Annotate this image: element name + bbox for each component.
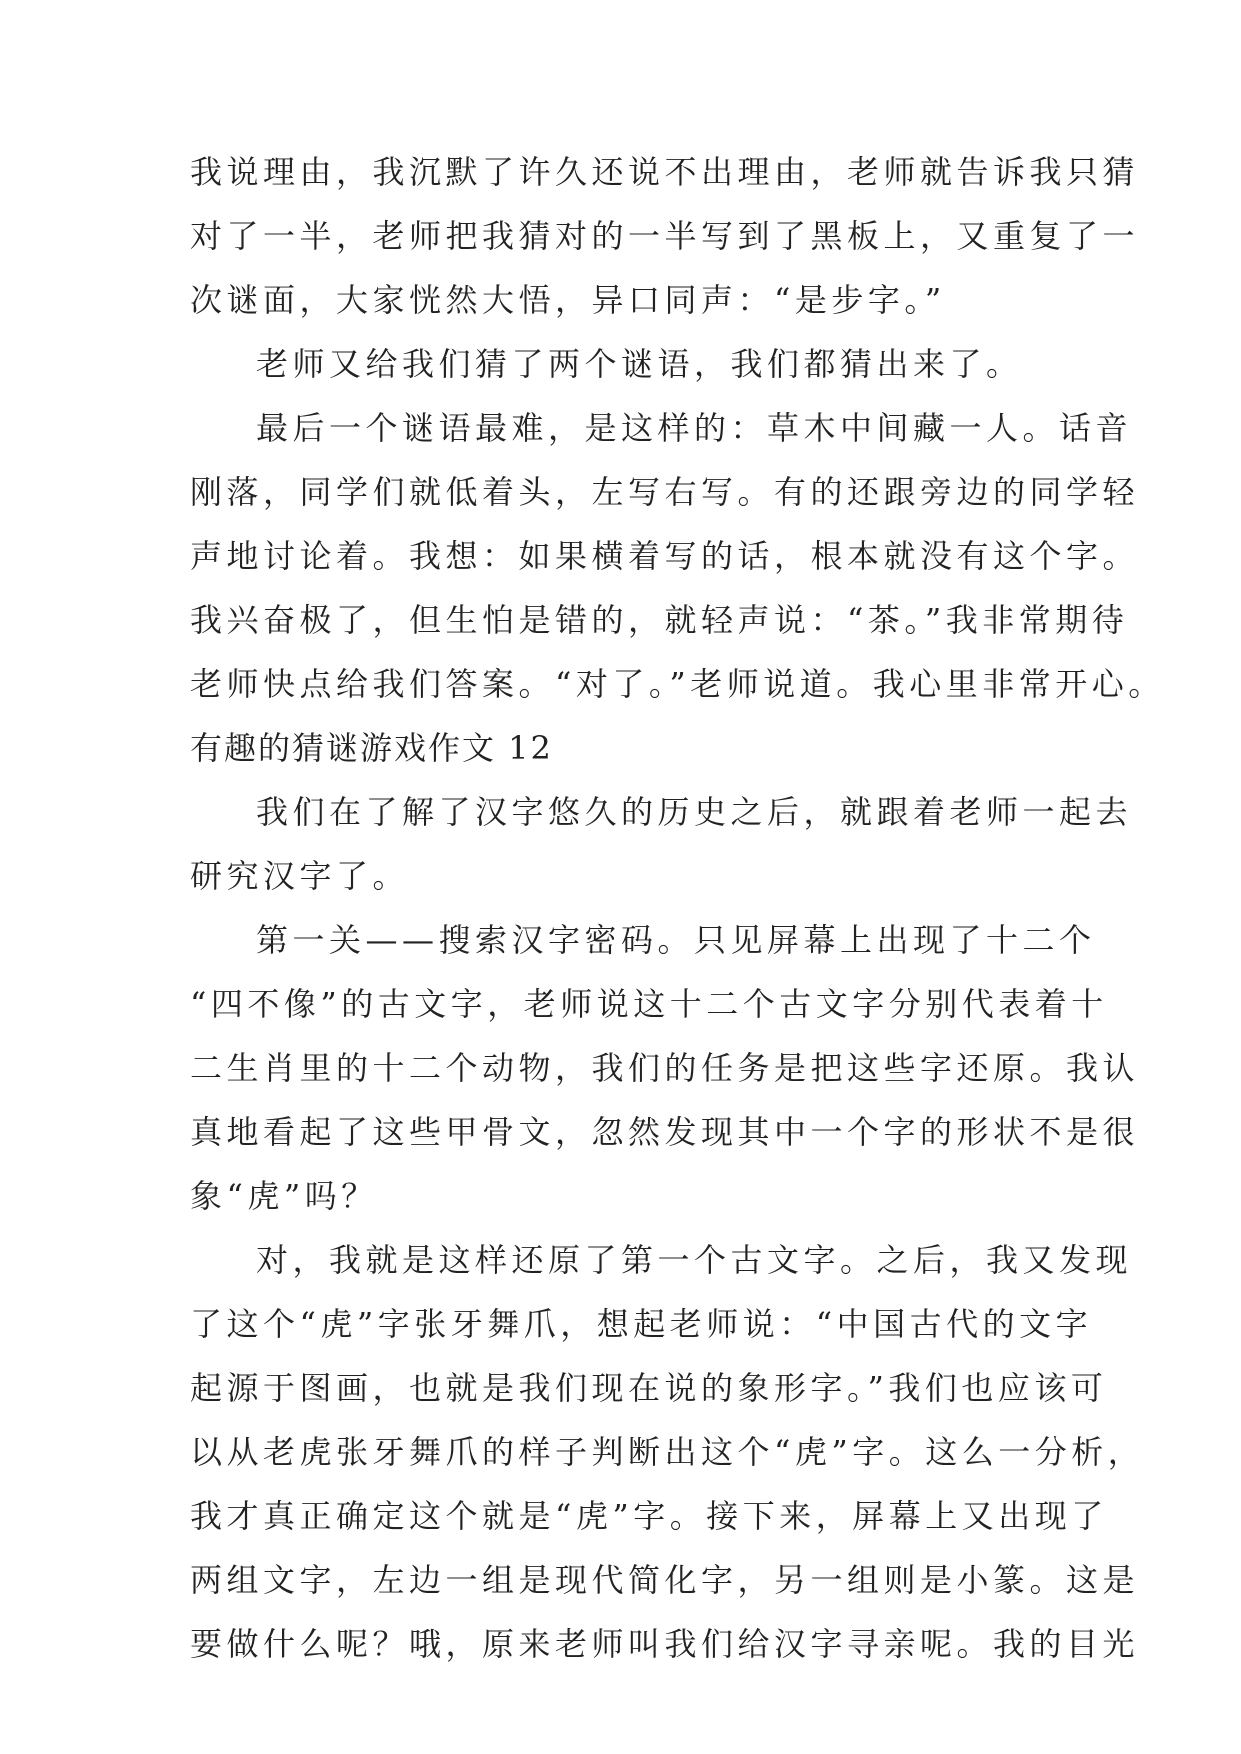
text-line: 以从老虎张牙舞爪的样子判断出这个“虎”字。这么一分析， (190, 1433, 1145, 1471)
text-line: 声地讨论着。我想：如果横着写的话，根本就没有这个字。 (190, 537, 1140, 575)
paragraph-start-line: 我们在了解了汉字悠久的历史之后，就跟着老师一起去 (256, 793, 1133, 831)
text-line: 刚落，同学们就低着头，左写右写。有的还跟旁边的同学轻 (190, 473, 1140, 511)
text-line: 真地看起了这些甲骨文，忽然发现其中一个字的形状不是很 (190, 1113, 1140, 1151)
text-line: 我说理由，我沉默了许久还说不出理由，老师就告诉我只猜 (190, 153, 1140, 191)
text-line: 研究汉字了。 (190, 857, 410, 895)
paragraph-start-line: 对，我就是这样还原了第一个古文字。之后，我又发现 (256, 1241, 1133, 1279)
document-body (190, 140, 1165, 1676)
text-line: 对了一半，老师把我猜对的一半写到了黑板上，又重复了一 (190, 217, 1140, 255)
text-line: 老师快点给我们答案。“对了。”老师说道。我心里非常开心。 (190, 665, 1165, 703)
text-line: 次谜面，大家恍然大悟，异口同声：“是步字。” (190, 281, 946, 319)
text-line: 二生肖里的十二个动物，我们的任务是把这些字还原。我认 (190, 1049, 1140, 1087)
paragraph-start-line: 最后一个谜语最难，是这样的：草木中间藏一人。话音 (256, 409, 1133, 447)
text-line: 两组文字，左边一组是现代简化字，另一组则是小篆。这是 (190, 1561, 1140, 1599)
text-line: “四不像”的古文字，老师说这十二个古文字分别代表着十 (190, 985, 1108, 1023)
text-line: 要做什么呢？哦，原来老师叫我们给汉字寻亲呢。我的目光 (190, 1625, 1140, 1663)
text-line: 了这个“虎”字张牙舞爪，想起老师说：“中国古代的文字 (190, 1305, 1093, 1343)
section-heading: 有趣的猜谜游戏作文 12 (190, 729, 553, 767)
text-line: 象“虎”吗？ (190, 1177, 378, 1215)
paragraph-start-line: 老师又给我们猜了两个谜语，我们都猜出来了。 (256, 345, 1023, 383)
text-line: 我兴奋极了，但生怕是错的，就轻声说：“茶。”我非常期待 (190, 601, 1129, 639)
text-line: 我才真正确定这个就是“虎”字。接下来，屏幕上又出现了 (190, 1497, 1108, 1535)
text-line: 起源于图画，也就是我们现在说的象形字。”我们也应该可 (190, 1369, 1108, 1407)
paragraph-start-line: 第一关——搜索汉字密码。只见屏幕上出现了十二个 (256, 921, 1096, 959)
